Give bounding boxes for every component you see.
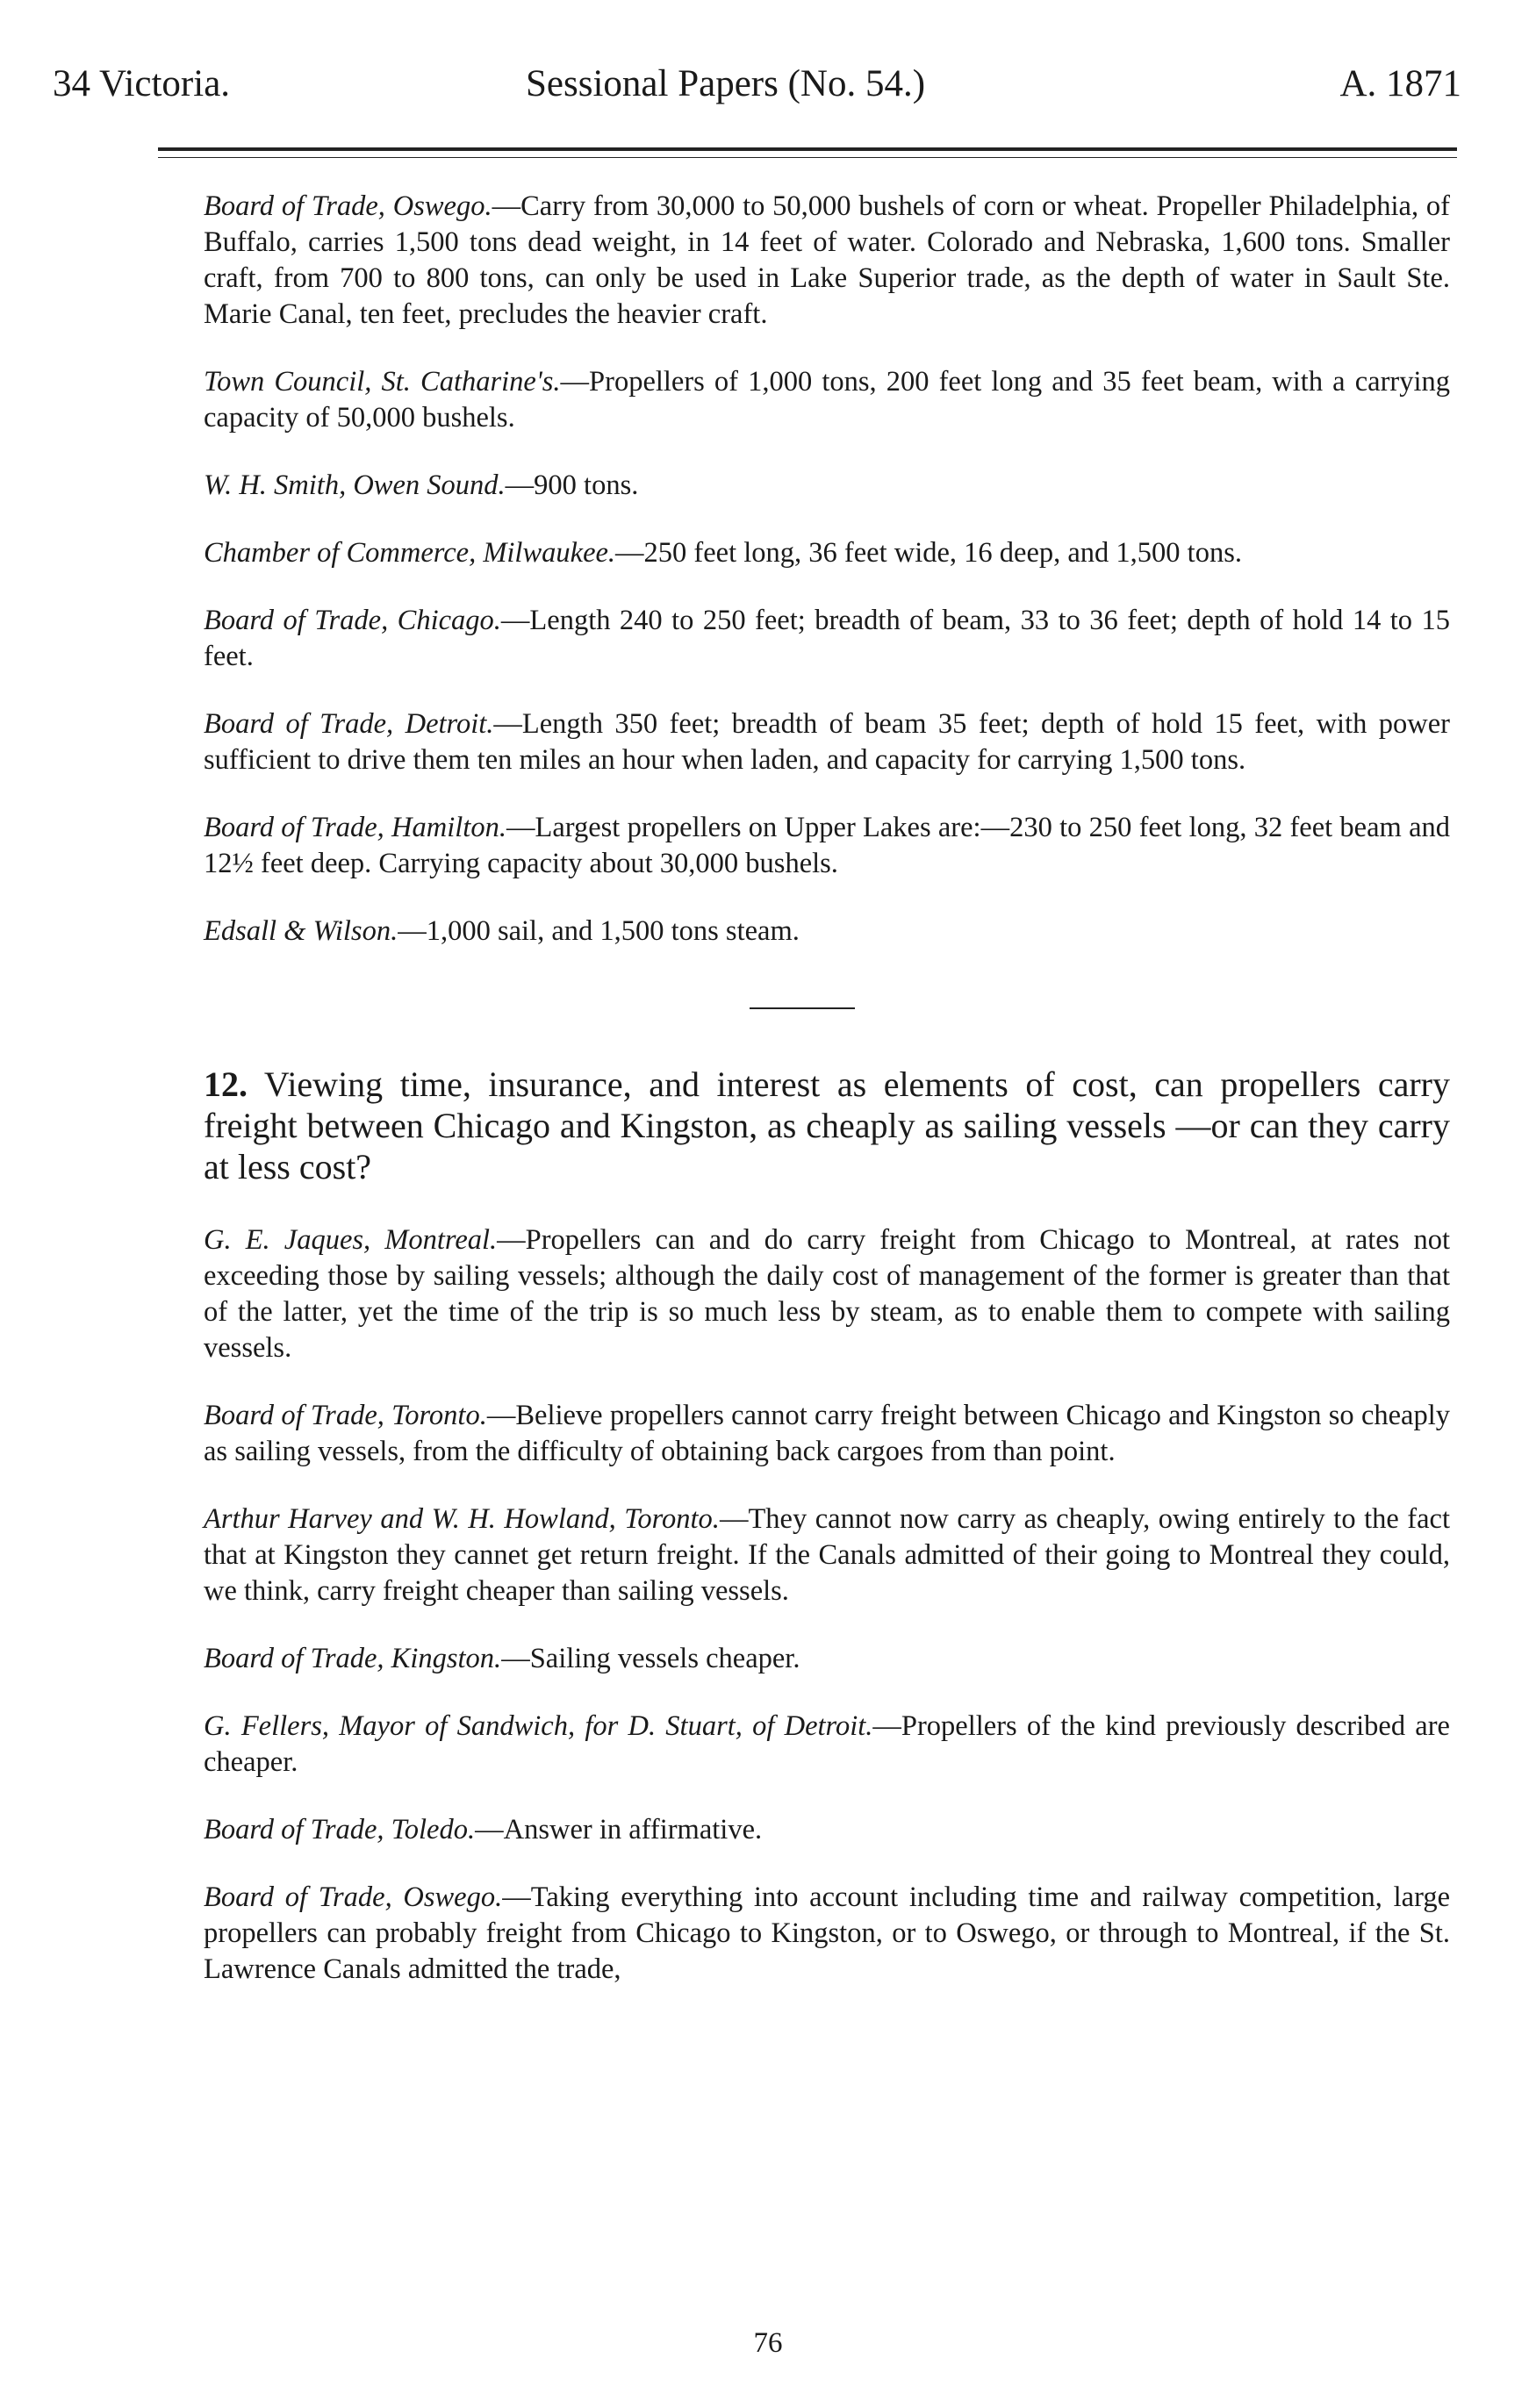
answer-harvey-howland	[204, 1501, 1450, 1609]
entry-speaker: Town Council, St. Catharine's.	[204, 366, 561, 398]
entry-text: —Length 240 to 250 feet; breadth of beam, 33 to 36 feet; depth of hold 14 to 15 feet.	[204, 605, 1451, 672]
entry-oswego-1	[204, 189, 1450, 333]
entry-text: —Propellers of 1,000 tons, 200 feet long and 35 feet beam, with a carrying capacity of 50,000 bushels.	[204, 366, 1450, 434]
section-divider	[750, 1007, 855, 1009]
entry-speaker: Board of Trade, Detroit.	[204, 708, 494, 740]
entry-text: —Propellers of the kind previously described are cheaper.	[204, 1710, 1450, 1778]
question-number: 12.	[204, 1064, 248, 1104]
entry-speaker: Board of Trade, Toledo.	[204, 1814, 476, 1845]
header-year: A. 1871	[1339, 63, 1461, 104]
entry-text: —Carry from 30,000 to 50,000 bushels of corn or wheat. Propeller Philadelphia, of Buffalo, carries 1,500 tons dead weight, in 14 feet of water. Colorado and Nebraska, 1,600 tons. Smaller craft, from 700 to 800 tons, can only be used in Lake Superior trade, as the depth of water in Sault Ste. Marie Canal, ten feet, precludes the heavier craft.	[204, 190, 1450, 330]
entry-speaker: G. E. Jaques, Montreal.	[204, 1224, 498, 1256]
entry-text: —Believe propellers cannot carry freight between Chicago and Kingston so cheaply as sailing vessels, from the difficulty of obtaining back cargoes from than point.	[204, 1400, 1450, 1467]
entry-st-catharines	[204, 364, 1450, 436]
entry-text: —Length 350 feet; breadth of beam 35 feet; depth of hold 15 feet, with power sufficient to drive them ten miles an hour when laden, and capacity for carrying 1,500 tons.	[204, 708, 1450, 776]
header-rule-thick	[158, 147, 1457, 151]
page-number: 76	[753, 2327, 783, 2359]
entry-speaker: Board of Trade, Oswego.	[204, 1881, 503, 1913]
entry-speaker: W. H. Smith, Owen Sound.	[204, 469, 506, 501]
entry-text: —They cannot now carry as cheaply, owing entirely to the fact that at Kingston they cannet get return freight. If the Canals admitted of their going to Montreal they could, we think, carry freight cheaper than sailing vessels.	[204, 1503, 1450, 1607]
entry-detroit	[204, 706, 1450, 778]
entry-speaker: Arthur Harvey and W. H. Howland, Toronto.	[204, 1503, 720, 1535]
entry-speaker: Chamber of Commerce, Milwaukee.	[204, 537, 616, 569]
entry-edsall-wilson	[204, 914, 1450, 950]
entry-milwaukee	[204, 535, 1450, 571]
entry-speaker: Edsall & Wilson.	[204, 915, 398, 947]
entry-text: —Taking everything into account including time and railway competition, large propellers can probably freight from Chicago to Kingston, or to Oswego, or through to Montreal, if the St. Lawrence Canals admitted the trade,	[204, 1881, 1450, 1985]
answer-oswego-2	[204, 1880, 1450, 1988]
entry-text: —1,000 sail, and 1,500 tons steam.	[398, 915, 800, 947]
answer-sandwich	[204, 1709, 1450, 1781]
answer-toledo	[204, 1812, 1450, 1848]
running-header	[53, 60, 1461, 109]
header-rule-thin	[158, 157, 1457, 158]
question-text: Viewing time, insurance, and interest as elements of cost, can propellers carry freight between Chicago and Kingston, as cheaply as sailing vessels —or can they carry at less cost?	[204, 1064, 1450, 1186]
answer-jaques	[204, 1222, 1450, 1366]
entry-speaker: Board of Trade, Toronto.	[204, 1400, 487, 1431]
header-session: 34 Victoria.	[53, 63, 231, 104]
entry-speaker: Board of Trade, Hamilton.	[204, 812, 506, 843]
entry-text: —Sailing vessels cheaper.	[501, 1643, 800, 1674]
entry-owen-sound	[204, 468, 1450, 504]
entry-chicago	[204, 603, 1450, 675]
entry-text: —Answer in affirmative.	[475, 1814, 763, 1845]
entry-speaker: Board of Trade, Oswego.	[204, 190, 492, 222]
entry-text: —Largest propellers on Upper Lakes are:—230 to 250 feet long, 32 feet beam and 12½ feet deep. Carrying capacity about 30,000 bushels.	[204, 812, 1450, 879]
entry-text: —Propellers can and do carry freight from Chicago to Montreal, at rates not exceeding those by sailing vessels; although the daily cost of management of the former is greater than that of the latter, yet the time of the trip is so much less by steam, as to enable them to compete with sailing vessels.	[204, 1224, 1450, 1364]
entry-speaker: Board of Trade, Kingston.	[204, 1643, 502, 1674]
entry-speaker: Board of Trade, Chicago.	[204, 605, 501, 636]
entry-hamilton	[204, 810, 1450, 882]
entry-text: —250 feet long, 36 feet wide, 16 deep, and 1,500 tons.	[615, 537, 1242, 569]
answer-kingston	[204, 1641, 1450, 1677]
entry-speaker: G. Fellers, Mayor of Sandwich, for D. Stuart, of Detroit.	[204, 1710, 873, 1742]
answer-toronto-board	[204, 1398, 1450, 1470]
entry-text: —900 tons.	[505, 469, 639, 501]
page-body	[204, 189, 1450, 1988]
header-title: Sessional Papers (No. 54.)	[526, 63, 926, 104]
question-12	[204, 1064, 1450, 1187]
